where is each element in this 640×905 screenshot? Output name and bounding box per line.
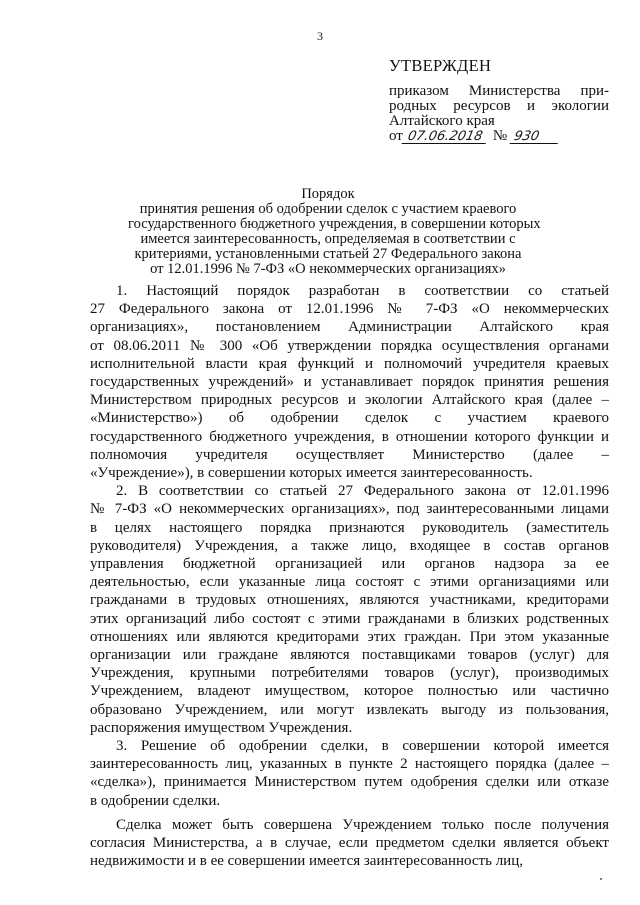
paragraph-line: государственных учреждений» и устанавливает порядок принятия решения	[90, 374, 609, 391]
number-prefix: №	[492, 128, 508, 144]
paragraph-line: Сделка может быть совершена Учреждением только после получения	[116, 816, 609, 833]
paragraph-line: заинтересованность лиц, указанных в пункте 2 настоящего порядка (далее –	[90, 756, 609, 773]
paragraph-line: 3. Решение об одобрении сделки, в совершении которой имеется	[116, 738, 609, 755]
paragraph-line: от 08.06.2011 № 300 «Об утверждении порядка осуществления органами	[90, 337, 609, 354]
document-subtitle-line: принятия решения об одобрении сделок с участием краевого	[139, 201, 517, 217]
paragraph-line: управления бюджетной организацией или органов надзора за ее	[90, 556, 609, 573]
paragraph-line: распоряжения имуществом Учреждения.	[90, 719, 353, 736]
paragraph-line: № 7-ФЗ «О некоммерческих организациях», под заинтересованными лицами	[90, 501, 609, 518]
approval-line: Алтайского края	[389, 113, 495, 129]
approval-line: приказом Министерства при-	[389, 83, 609, 99]
scan-speck	[600, 878, 602, 880]
paragraph-line: 1. Настоящий порядок разработан в соответствии со статьей	[116, 283, 609, 299]
paragraph-line: руководителя) Учреждения, а также лицо, входящее в состав органов	[90, 537, 609, 554]
paragraph-line: отношениях или являются кредиторами этих граждан. При этом указанные	[90, 628, 609, 645]
paragraph-line: образовано Учреждением, или могут извлекать выгоду из пользования,	[90, 701, 609, 718]
document-title: Порядок	[301, 186, 355, 202]
paragraph-line: полномочия учредителя осуществляет Министерство (далее –	[90, 446, 609, 463]
paragraph-line: гражданами в трудовых отношениях, являются участниками, кредиторами	[90, 592, 609, 609]
paragraph-line: «Учреждение»), в совершении которых имеется заинтересованность.	[90, 465, 533, 482]
paragraph-line: деятельностью, если указанные лица состоят с этими организациями или	[90, 574, 609, 591]
document-subtitle-line: имеется заинтересованность, определяемая в соответствии с	[140, 231, 516, 247]
paragraph-line: 27 Федерального закона от 12.01.1996 № 7-ФЗ «О некоммерческих	[90, 301, 609, 318]
handwritten-date: 07.06.2018	[401, 131, 488, 144]
paragraph-line: Учреждением, владеют имуществом, которое полностью или частично	[90, 683, 609, 700]
paragraph-line: Учреждения, крупными потребителями товаров (услуг), производимых	[90, 665, 609, 682]
document-title-block	[128, 186, 541, 277]
paragraph-line: организации или граждане являются поставщиками товаров (услуг) для	[90, 647, 609, 664]
date-prefix: от	[389, 128, 403, 144]
document-body	[90, 282, 609, 871]
paragraph-line: государственного бюджетного учреждения, в отношении которого функции и	[90, 428, 609, 445]
document-subtitle-line: государственного бюджетного учреждения, в совершении которых	[128, 216, 541, 232]
paragraph-line: «Министерство») об одобрении сделок с участием краевого	[90, 410, 609, 427]
paragraph-line: «сделка»), принимается Министерством путем одобрения сделки или отказе	[90, 774, 609, 791]
paragraph-line: организациях», постановлением Администрации Алтайского края	[90, 319, 609, 336]
approval-heading: УТВЕРЖДЕН	[389, 56, 492, 75]
document-subtitle-line: критериями, установленными статьей 27 Федерального закона	[134, 246, 522, 262]
paragraph-line: согласия Министерства, а в случае, если предметом сделки является объект	[90, 835, 609, 852]
paragraph-line: недвижимости и в ее совершении имеется заинтересованность лиц,	[90, 853, 523, 870]
paragraph-line: в целях настоящего порядка признаются руководитель (заместитель	[90, 519, 609, 536]
paragraph-line: исполнительной власти края функций и полномочий учредителя краевых	[90, 355, 609, 372]
document-subtitle-line: от 12.01.1996 № 7-ФЗ «О некоммерческих организациях»	[150, 261, 506, 277]
paragraph-line: 2. В соответствии со статьей 27 Федерального закона от 12.01.1996	[116, 483, 609, 500]
page-number: 3	[317, 29, 323, 43]
paragraph-line: этих организаций либо состоят с этими гражданами в близких родственных	[90, 610, 609, 627]
paragraph-line: в одобрении сделки.	[90, 792, 221, 809]
approval-line: родных ресурсов и экологии	[389, 98, 609, 114]
approval-date-number-row	[389, 129, 609, 144]
approval-stamp-block	[389, 58, 609, 144]
handwritten-order-number: 930	[510, 131, 561, 144]
paragraph-line: Министерством природных ресурсов и экологии Алтайского края (далее –	[90, 392, 609, 409]
